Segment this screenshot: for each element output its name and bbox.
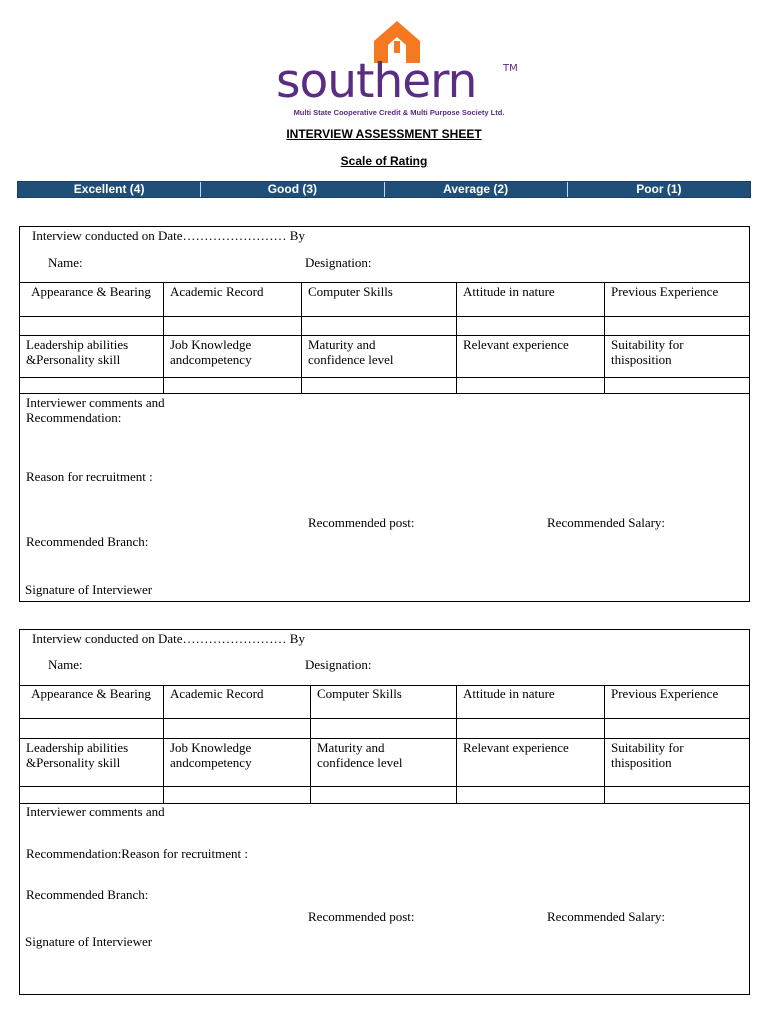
recommended-post-label: Recommended post: bbox=[308, 909, 415, 924]
comments-label: Interviewer comments and bbox=[26, 804, 165, 819]
criteria-computer: Computer Skills bbox=[317, 686, 402, 701]
rating-good: Good (3) bbox=[201, 182, 384, 197]
name-label: Name: bbox=[48, 255, 83, 270]
designation-label: Designation: bbox=[305, 255, 372, 270]
name-label: Name: bbox=[48, 657, 83, 672]
criteria-previous-experience: Previous Experience bbox=[611, 284, 719, 299]
criteria-suitability: Suitability for thisposition bbox=[611, 337, 684, 367]
recommended-salary-label: Recommended Salary: bbox=[547, 515, 666, 530]
rating-poor: Poor (1) bbox=[636, 182, 682, 196]
trademark: TM bbox=[503, 63, 518, 74]
reason-label: Recommendation:Reason for recruitment : bbox=[26, 846, 249, 861]
interview-date-line: Interview conducted on Date…………………… By bbox=[32, 631, 305, 646]
criteria-previous-experience: Previous Experience bbox=[611, 686, 719, 701]
recommended-branch-label: Recommended Branch: bbox=[26, 534, 149, 549]
rating-scale-bar bbox=[17, 181, 751, 198]
scale-title: Scale of Rating bbox=[340, 154, 428, 168]
rating-excellent: Excellent (4) bbox=[18, 182, 201, 197]
signature-label: Signature of Interviewer bbox=[25, 582, 153, 597]
logo-subtitle: Multi State Cooperative Credit & Multi Purpose Society Ltd. bbox=[293, 108, 505, 117]
criteria-maturity: Maturity and confidence level bbox=[308, 337, 394, 367]
designation-label: Designation: bbox=[305, 657, 372, 672]
recommended-branch-label: Recommended Branch: bbox=[26, 887, 149, 902]
criteria-job-knowledge: Job Knowledge andcompetency bbox=[170, 740, 252, 770]
assessment-form-1 bbox=[19, 226, 750, 602]
criteria-appearance: Appearance & Bearing bbox=[31, 686, 151, 701]
criteria-appearance: Appearance & Bearing bbox=[31, 284, 151, 299]
criteria-leadership: Leadership abilities &Personality skill bbox=[26, 740, 129, 770]
signature-label: Signature of Interviewer bbox=[25, 934, 153, 949]
criteria-relevant-experience: Relevant experience bbox=[463, 337, 569, 352]
assessment-form-2 bbox=[19, 629, 750, 995]
interview-date-line: Interview conducted on Date…………………… By bbox=[32, 228, 305, 243]
criteria-attitude: Attitude in nature bbox=[463, 686, 555, 701]
criteria-relevant-experience: Relevant experience bbox=[463, 740, 569, 755]
criteria-maturity: Maturity and confidence level bbox=[317, 740, 403, 770]
logo-wordmark: southern bbox=[276, 54, 477, 109]
criteria-job-knowledge: Job Knowledge andcompetency bbox=[170, 337, 252, 367]
criteria-academic: Academic Record bbox=[170, 284, 264, 299]
reason-label: Reason for recruitment : bbox=[26, 469, 153, 484]
recommended-salary-label: Recommended Salary: bbox=[547, 909, 666, 924]
criteria-computer: Computer Skills bbox=[308, 284, 393, 299]
comments-label: Interviewer comments and Recommendation: bbox=[26, 395, 165, 425]
page-title: INTERVIEW ASSESSMENT SHEET bbox=[286, 127, 482, 141]
criteria-leadership: Leadership abilities &Personality skill bbox=[26, 337, 129, 367]
recommended-post-label: Recommended post: bbox=[308, 515, 415, 530]
criteria-attitude: Attitude in nature bbox=[463, 284, 555, 299]
rating-average: Average (2) bbox=[385, 182, 568, 197]
criteria-suitability: Suitability for thisposition bbox=[611, 740, 684, 770]
criteria-academic: Academic Record bbox=[170, 686, 264, 701]
